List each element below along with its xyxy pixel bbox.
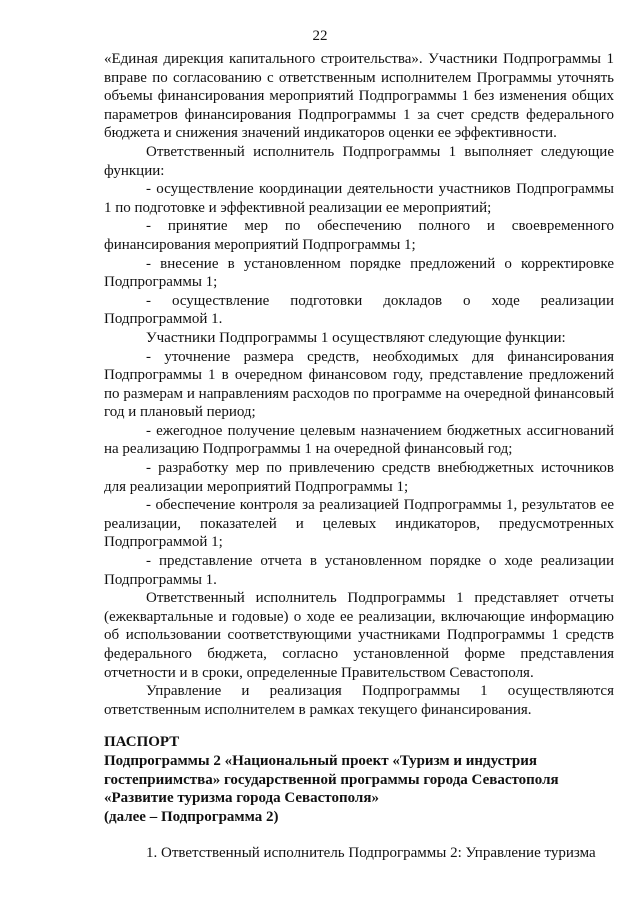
list-item: - внесение в установленном порядке предложений о корректировке Подпрограммы 1;	[104, 255, 614, 291]
paragraph: «Единая дирекция капитального строительства». Участники Подпрограммы 1 вправе по согласованию с ответственным исполнителем Программы уточнять объемы финансирования мероприятий Подпрограммы 1 без изменения общих параметров финансирования Подпрограммы 1 за счет средств федерального бюджета и снижения значений индикаторов оценки ее эффективности.	[104, 51, 614, 142]
page-number: 22	[312, 28, 328, 44]
list-item: - принятие мер по обеспечению полного и своевременного финансирования мероприятий Подпрограммы 1;	[104, 218, 614, 253]
list-item: - осуществление координации деятельности участников Подпрограммы 1 по подготовке и эффективной реализации ее мероприятий;	[104, 181, 614, 216]
paragraph: Участники Подпрограммы 1 осуществляют следующие функции:	[146, 329, 566, 346]
list-item: - осуществление подготовки докладов о ходе реализации Подпрограммой 1.	[104, 292, 614, 328]
list-item: - разработку мер по привлечению средств внебюджетных источников для реализации мероприятий Подпрограммы 1;	[104, 460, 614, 495]
list-item: - обеспечение контроля за реализацией Подпрограммы 1, результатов ее реализации, показателей и целевых индикаторов, предусмотренных Подпрограммой 1;	[104, 497, 614, 551]
paragraph: Ответственный исполнитель Подпрограммы 1 представляет отчеты (ежеквартальные и годовые) о ходе ее реализации, включающие информацию об использовании соответствующими участниками Подпрограммы 1 средств федерального бюджета, согласно установленной форме представления отчетности и в сроки, определенные Правительством Севастополя.	[104, 590, 614, 681]
paragraph: Ответственный исполнитель Подпрограммы 1 выполняет следующие функции:	[104, 143, 614, 179]
passport-title: ПАСПОРТ	[104, 734, 180, 751]
passport-heading-line: (далее – Подпрограмма 2)	[104, 808, 279, 825]
paragraph: Управление и реализация Подпрограммы 1 осуществляются ответственным исполнителем в рамках текущего финансирования.	[104, 683, 614, 718]
passport-heading-line: Подпрограммы 2 «Национальный проект «Туризм и индустрия	[104, 752, 537, 769]
passport-heading-line: гостеприимства» государственной программы города Севастополя	[104, 771, 559, 788]
list-item: - уточнение размера средств, необходимых для финансирования Подпрограммы 1 в очередном финансовом году, представление предложений по размерам и направлениям расходов по программе на очередной финансовый год и плановый период;	[104, 348, 614, 421]
list-item: - ежегодное получение целевым назначением бюджетных ассигнований на реализацию Подпрограммы 1 на очередной финансовый год;	[104, 422, 614, 458]
list-item: - представление отчета в установленном порядке о ходе реализации Подпрограммы 1.	[104, 553, 614, 588]
passport-heading-line: «Развитие туризма города Севастополя»	[104, 790, 379, 807]
paragraph: 1. Ответственный исполнитель Подпрограммы 2: Управление туризма	[146, 845, 596, 862]
document-body	[104, 50, 614, 863]
